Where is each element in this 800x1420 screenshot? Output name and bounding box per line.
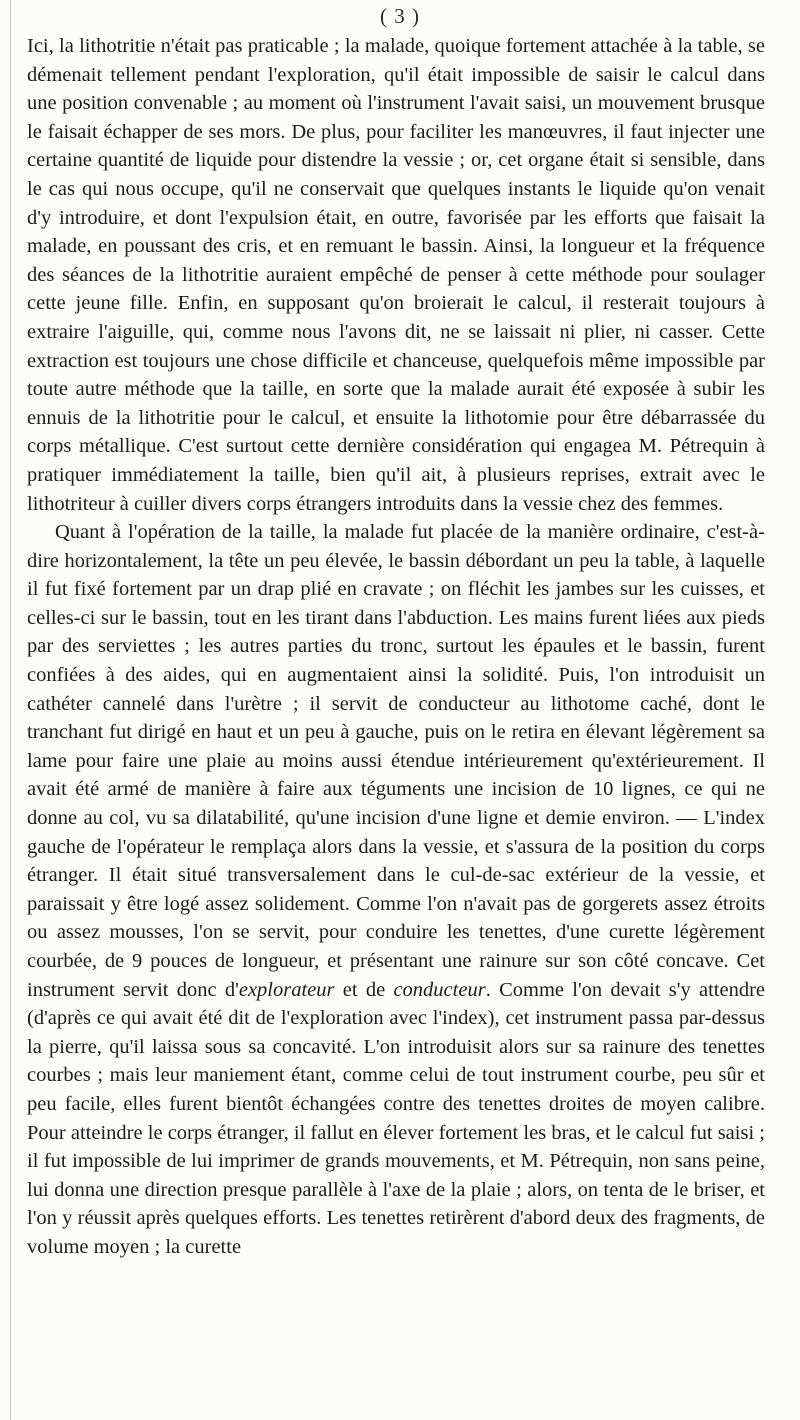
italic-conducteur: conducteur xyxy=(393,978,486,1001)
paragraph-2 xyxy=(27,518,765,1261)
page-edge-line xyxy=(10,0,11,1420)
paragraph-2-part-1: Quant à l'opération de la taille, la malade fut placée de la manière ordinaire, c'est-à-dire horizontalement, la tête un peu élevée, le bassin débordant un peu la table, à laquelle il fut fixé fortement par un drap plié en cravate ; on fléchit les jambes sur les cuisses, et celles-ci sur le bassin, tout en les tirant dans l'abduction. Les mains furent liées aux pieds par des serviettes ; les autres parties du tronc, surtout les épaules et le bassin, furent confiées à des aides, qui en augmentaient ainsi la solidité. Puis, l'on introduisit un cathéter cannelé dans l'urètre ; il servit de conducteur au lithotome caché, dont le tranchant fut dirigé en haut et un peu à gauche, puis on le retira en élevant légèrement sa lame pour faire une plaie au moins aussi étendue intérieurement qu'extérieurement. Il avait été armé de manière à faire aux téguments une incision de 10 lignes, ce qui ne donne au col, vu sa dilatabilité, qu'une incision d'une ligne et demie environ. — L'index gauche de l'opérateur le remplaça alors dans la vessie, et s'assura de la position du corps étranger. Il était situé transversalement dans le cul-de-sac extérieur de la vessie, et paraissait y être logé assez solidement. Comme l'on n'avait pas de gorgerets assez étroits ou assez mousses, l'on se servit, pour conduire les tenettes, d'une curette légèrement courbée, de 9 pouces de longueur, et présentant une rainure sur son côté concave. Cet instrument servit donc d' xyxy=(27,521,765,1001)
page-number: ( 3 ) xyxy=(380,4,420,28)
body-text xyxy=(27,32,765,1262)
italic-explorateur: explorateur xyxy=(238,978,335,1001)
paragraph-2-part-5: . Comme l'on devait s'y attendre (d'après ce qui avait été dit de l'exploration avec l'index), cet instrument passa par-dessus la pierre, qu'il laissa sous sa concavité. L'on introduisit alors sur sa rainure des tenettes courbes ; mais leur maniement étant, comme celui de tout instrument courbe, peu sûr et peu facile, elles furent bientôt échangées contre des tenettes droites de moyen calibre. Pour atteindre le corps étranger, il fallut en élever fortement les bras, et le calcul fut saisi ; il fut impossible de lui imprimer de grands mouvements, et M. Pétrequin, non sans peine, lui donna une direction presque parallèle à l'axe de la plaie ; alors, on tenta de le briser, et l'on y réussit après quelques efforts. Les tenettes retirèrent d'abord deux des fragments, de volume moyen ; la curette xyxy=(27,978,765,1258)
paragraph-2-part-3: et de xyxy=(334,978,394,1001)
paragraph-1: Ici, la lithotritie n'était pas praticable ; la malade, quoique fortement attachée à la table, se démenait tellement pendant l'exploration, qu'il était impossible de saisir le calcul dans une position convenable ; au moment où l'instrument l'avait saisi, un mouvement brusque le faisait échapper de ses mors. De plus, pour faciliter les manœuvres, il faut injecter une certaine quantité de liquide pour distendre la vessie ; or, cet organe était si sensible, dans le cas qui nous occupe, qu'il ne conservait que quelques instants le liquide qu'on venait d'y introduire, et dont l'expulsion était, en outre, favorisée par les efforts que faisait la malade, en poussant des cris, et en remuant le bassin. Ainsi, la longueur et la fréquence des séances de la lithotritie auraient empêché de penser à cette méthode pour soulager cette jeune fille. Enfin, en supposant qu'on broierait le calcul, il resterait toujours à extraire l'aiguille, qui, comme nous l'avons dit, ne se laissait ni plier, ni casser. Cette extraction est toujours une chose difficile et chanceuse, quelquefois même impossible par toute autre méthode que la taille, en sorte que la malade aurait été exposée à subir les ennuis de la lithotritie pour le calcul, et ensuite la lithotomie pour être débarrassée du corps métallique. C'est surtout cette dernière considération qui engagea M. Pétrequin à pratiquer immédiatement la taille, bien qu'il ait, à plusieurs reprises, extrait avec le lithotriteur à cuiller divers corps étrangers introduits dans la vessie chez des femmes. xyxy=(27,35,765,515)
